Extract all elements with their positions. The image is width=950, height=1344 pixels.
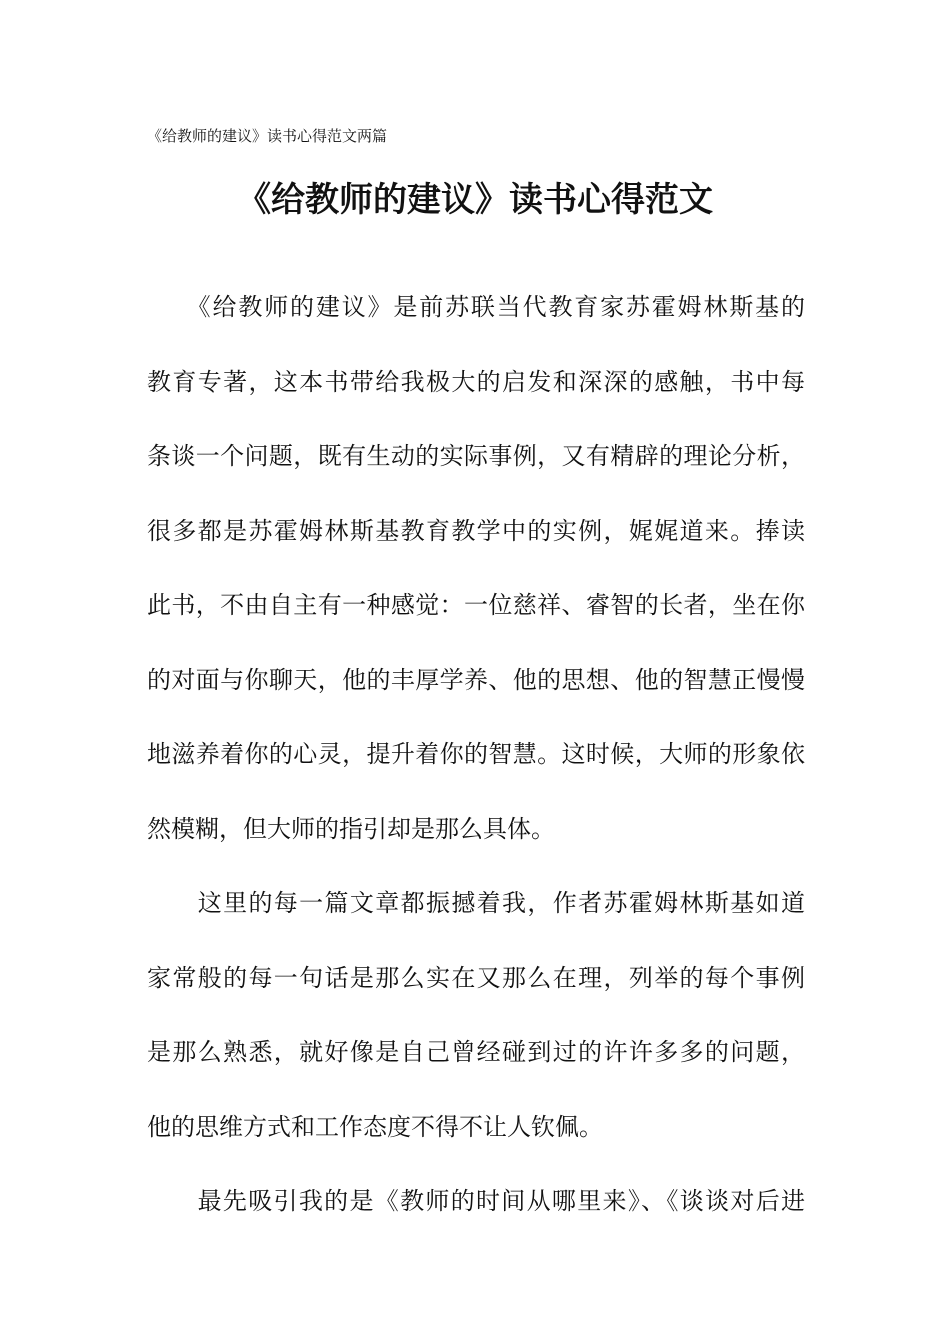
document-body [147,270,805,1239]
text-line: 很多都是苏霍姆林斯基教育教学中的实例，娓娓道来。捧读 [147,516,805,545]
document-title: 《给教师的建议》读书心得范文 [237,180,713,220]
text-line: 家常般的每一句话是那么实在又那么在理，列举的每个事例 [147,963,805,992]
text-line: 然模糊，但大师的指引却是那么具体。 [147,814,555,843]
text-line: 他的思维方式和工作态度不得不让人钦佩。 [147,1112,603,1141]
text-line: 是那么熟悉，就好像是自己曾经碰到过的许许多多的问题， [147,1038,805,1066]
text-line: 教育专著，这本书带给我极大的启发和深深的感触，书中每 [147,367,805,396]
text-line: 最先吸引我的是《教师的时间从哪里来》、《谈谈对后进 [147,1187,805,1215]
text-line: 的对面与你聊天，他的丰厚学养、他的思想、他的智慧正慢慢 [147,665,805,694]
paragraph-2 [147,866,805,1164]
text-line: 这里的每一篇文章都振撼着我，作者苏霍姆林斯基如道 [147,889,805,917]
paragraph-1 [147,270,805,866]
document-header: 《给教师的建议》读书心得范文两篇 [147,127,388,145]
text-line: 《给教师的建议》是前苏联当代教育家苏霍姆林斯基的 [147,293,805,321]
text-line: 此书，不由自主有一种感觉：一位慈祥、睿智的长者，坐在你 [147,591,805,619]
text-line: 地滋养着你的心灵，提升着你的智慧。这时候，大师的形象依 [147,740,805,768]
paragraph-3 [147,1164,805,1239]
text-line: 条谈一个问题，既有生动的实际事例，又有精辟的理论分析， [147,442,805,470]
